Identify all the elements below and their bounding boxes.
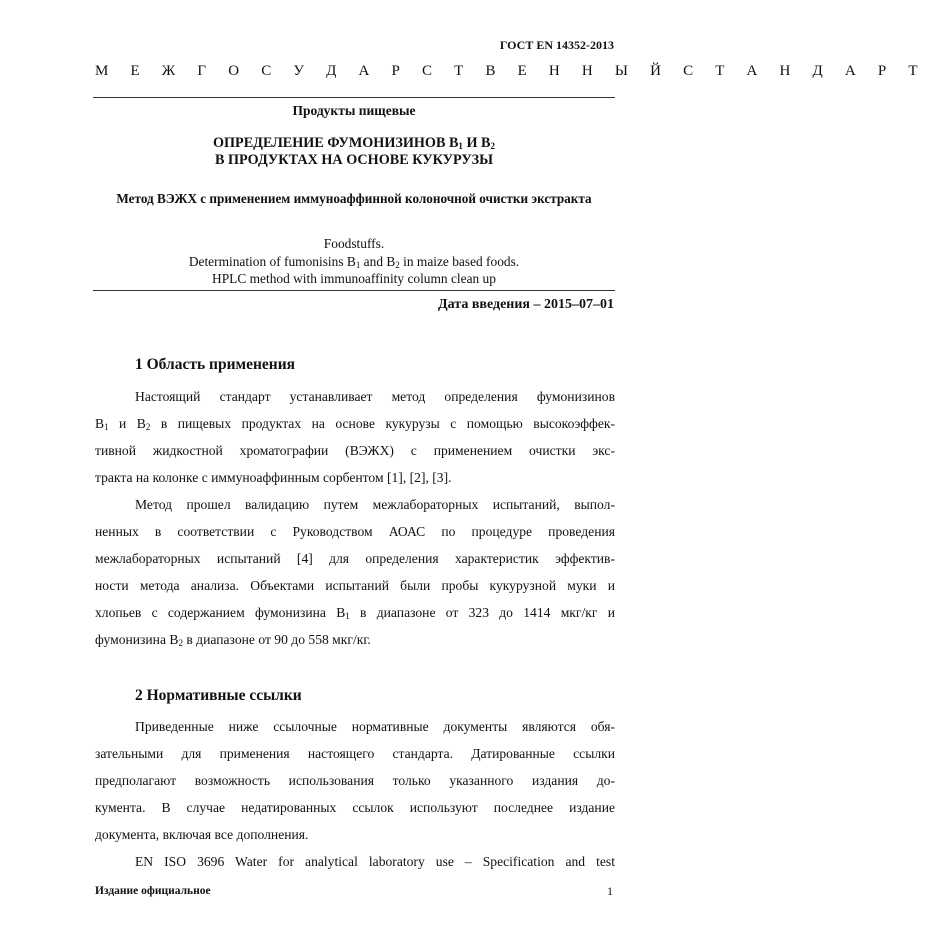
section-1-body: Настоящий стандарт устанавливает метод определения фумонизинов $B_1$ и $B_2$ в пищевых продуктах на основе кукурузы с помощью высокоэффек- тивной жидкостной хроматографии (ВЭЖХ) с применением очистки экс- тракта на колонке с иммуноаффинным сорбентом [1], [2], [3]. Метод прошел валидацию путем межлабораторных испытаний, выпол- ненных в соответствии с Руководством АОАС по процедуре проведения межлабораторных испытаний [4] для определения характеристик эффектив- ности метода анализа. Объектами испытаний были пробы кукурузной муки и хлопьев с содержанием фумонизина $B_1$ в диапазоне от 323 до 1414 мкг/кг и фумонизина $B_2$ в диапазоне от 90 до 558 мкг/кг. [95,389,615,648]
standard-number: ГОСТ EN 14352-2013 [499,38,614,52]
category: Продукты пищевые [292,103,416,118]
page-number: 1 [607,884,613,898]
standard-type: М Е Ж Г О С У Д А Р С Т В Е Н Н Ы Й С Т А Н Д А Р Т [95,63,927,79]
section-1-heading: 1 Область применения [135,356,296,373]
edition-label: Издание официальное [95,885,211,897]
introduction-date: Дата введения – 2015–07–01 [438,297,614,312]
english-title: Foodstuffs. Determination of fumonisins $B_1$ and $B_2$ in maize based foods. HPLC method with immunoaffinity column clean up [188,236,520,286]
title-rule [93,290,615,291]
method-title: Метод ВЭЖХ с применением иммуноаффинной колоночной очистки экстракта [116,191,592,206]
section-2-heading: 2 Нормативные ссылки [135,687,302,704]
document-title: ОПРЕДЕЛЕНИЕ ФУМОНИЗИНОВ $В_1$ И $В_2$ В ПРОДУКТАХ НА ОСНОВЕ КУКУРУЗЫ [212,135,496,168]
section-2-body: Приведенные ниже ссылочные нормативные документы являются обя- зательными для применения настоящего стандарта. Датированные ссылки предполагают возможность использования только указанного издания до- кумента. В случае недатированных ссылок используют последнее издание документа, включая все дополнения. EN ISO 3696 Water for analytical laboratory use – Specification and test [95,719,615,869]
header-rule [93,97,615,98]
